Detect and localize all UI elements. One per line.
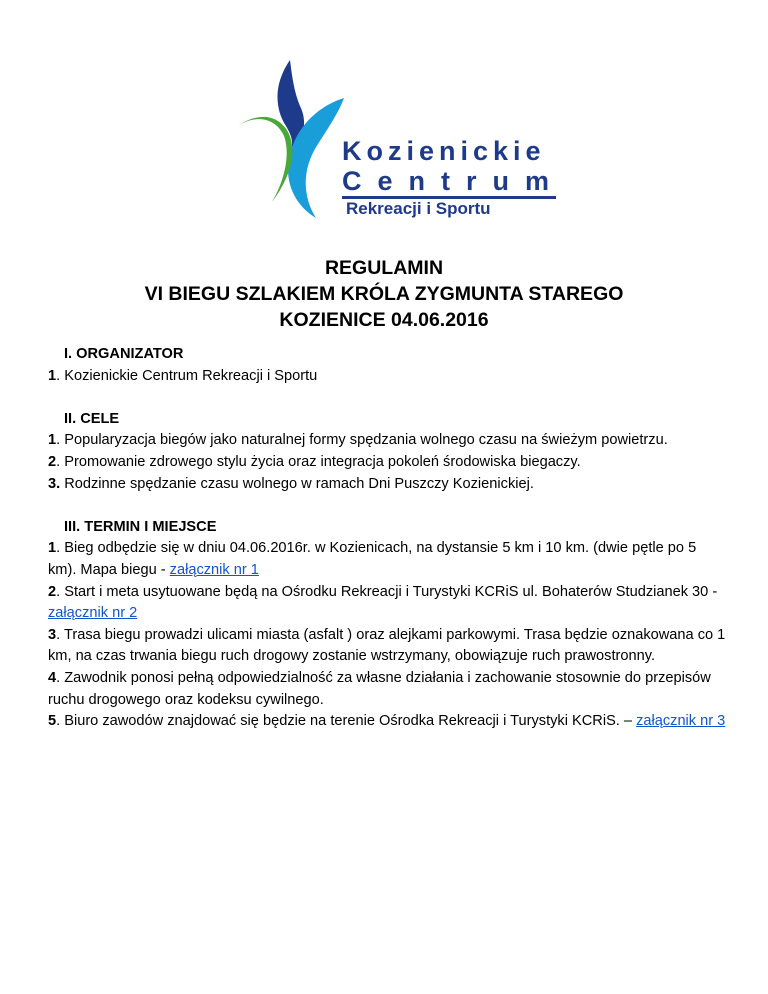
list-item: 2. Promowanie zdrowego stylu życia oraz integracja pokoleń środowiska biegaczy. — [48, 453, 581, 470]
event-place-date: KOZIENICE 04.06.2016 — [279, 309, 489, 331]
section-heading: II. CELE — [64, 410, 120, 427]
attachment-link-1[interactable]: załącznik nr 1 — [169, 561, 259, 578]
list-item: 1. Popularyzacja biegów jako naturalnej formy spędzania wolnego czasu na świeżym powietrzu. — [48, 432, 668, 449]
document-body — [48, 344, 728, 733]
section-heading: I. ORGANIZATOR — [64, 346, 184, 362]
section-heading: III. TERMIN I MIEJSCE — [64, 518, 217, 535]
logo-text-centrum: Centrum — [342, 166, 566, 196]
list-item: 4. Zawodnik ponosi pełną odpowiedzialność za własne działania i zachowanie stosownie do przepisów ruchu drogowego oraz kodeksu cywilnego. — [48, 669, 711, 708]
list-item: 3. Rodzinne spędzanie czasu wolnego w ramach Dni Puszczy Kozienickiej. — [48, 475, 534, 492]
list-item: 2. Start i meta usytuowane będą na Ośrodku Rekreacji i Turystyki KCRiS ul. Bohaterów Studzianek 30 - załącznik nr 2 — [48, 583, 718, 622]
list-item: 5. Biuro zawodów znajdować się będzie na terenie Ośrodka Rekreacji i Turystyki KCRiS. – załącznik nr 3 — [48, 713, 726, 730]
logo-text-kozienickie: Kozienickie — [342, 136, 546, 166]
list-item: 3. Trasa biegu prowadzi ulicami miasta (asfalt ) oraz alejkami parkowymi. Trasa będzie oznakowana co 1 km, na czas trwania biegu ruch drogowy zostanie wstrzymany, obowiązuje ruch prawostronny. — [48, 626, 726, 665]
logo-text-subtitle: Rekreacji i Sportu — [346, 199, 491, 218]
attachment-link-3[interactable]: załącznik nr 3 — [636, 713, 726, 730]
section-termin-i-miejsce — [48, 517, 728, 733]
list-item: 1. Kozienickie Centrum Rekreacji i Sportu — [48, 367, 318, 384]
attachment-link-2[interactable]: załącznik nr 2 — [48, 605, 138, 622]
event-name: VI BIEGU SZLAKIEM KRÓLA ZYGMUNTA STAREGO — [144, 283, 624, 305]
list-item: 1. Bieg odbędzie się w dniu 04.06.2016r. w Kozienicach, na dystansie 5 km i 10 km. (dwie pętle po 5 km). Mapa biegu - załącznik nr 1 — [48, 540, 697, 578]
logo-green-arc — [238, 117, 292, 202]
section-cele — [48, 409, 728, 495]
section-organizator — [48, 344, 728, 387]
document-title: REGULAMIN — [324, 257, 444, 279]
